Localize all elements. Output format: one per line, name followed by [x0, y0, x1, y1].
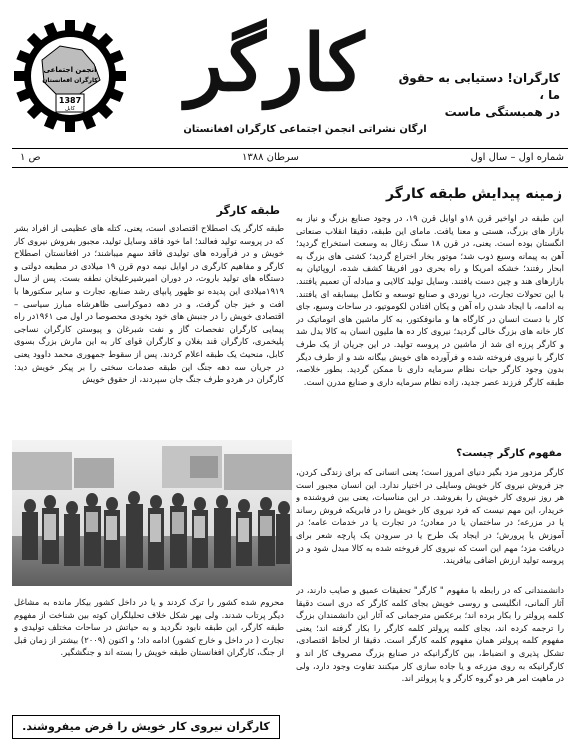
- union-gear-logo: [14, 20, 126, 132]
- logo-year: 1387: [58, 96, 82, 105]
- main-article-paragraph: این طبقه در اواخیر قرن ۱۸و اوایل قرن ۱۹، در وجود صنایع بزرگ و نیاز به بازار های بزرگ، هستی و معنا یافت. مامای این طبقه، دقیقا انقلاب صنعاتی انگستان بوده است. یعنی، در قرن ۱۸ سنگ زغال به وسعت استخراج گردید؛ آهن به پیمانه وسیع ذوب شد؛ موتور بخار اختراع گردید؛ کشتی های بزرگ به ابحار رفتند؛ خشکه امریکا و راه بحری دور افریقا کشف شده، اروپائیان به بازارهای هند و چین دست یافتند. وسایل تولید کالایی و مبادله آن تعمیم یافتند. با این تحولات تجارت، درپا نوردی و صنایع توسعه و تکامل بیسابقه ای یافتند. به ادامه، با ایجاد شدن راه آهن و یکان افتادن لکوموتیو، در ساحات وسیع، جای کار با دست انسان در کارگاه ها و مانوفکتور، به کار ماشین های اتوماتیک در کار خانه های بزرگ خالی گردید؛ نیروی کار ده ها ملیون انسان به کالا بدل شد و کارگر پرزه ای شد از ماشین در پروسه تولید. در این جریان از یک طرف کارگر با نیروی فروخته شده و فرآورده های خویش بیگانه شد و از طرف دیگر بدون وجود کارگر حیات نظام سرمایه داری نا ممکن گردید. بطور خلاصه، طبقه کارگر فرزند عصر جدید، زاده نظام سرمایه داری و صنایع مدرن است.: [296, 213, 564, 387]
- masthead-slogan: [390, 70, 560, 121]
- sub-article-title: مفهوم کارگر چیست؟: [456, 448, 562, 459]
- issue-number: شماره اول – سال اول: [470, 152, 564, 163]
- left-article-continuation-paragraph: محروم شده کشور را ترک کردند و یا در داخل کشور بیکار مانده به مشاغل دیگر پرتاب شدند. ولی بهر شکل خلاف تحلیلگران کوته بین شناخت از مفهوم طبقه کارگر، این طبقه نابود نگردید و به حیاتش در ساحات مختلف تولیدی و تجارت ( در داخل و خارج کشور) ادامه داد؛ و اکنون (۲۰۰۹) بیشتر از زمان قبل از جنگ، کارگران افغانستان طبقه خویش را بسته اند و جنگشگیر.: [14, 597, 284, 658]
- sub-article-paragraph-1: کارگر مزدور مزد بگیر دنیای امروز است؛ یعنی انسانی که برای زندگی کردن، جز فروش نیروی کار خویش وسایلی در اختیار ندارد. این انسان مجبور است هر روز نیروی کار خویش را بفروشد. در این مناسبات، یعنی بین فروشنده و خریدار، این مهم نیست که فرد نیروی کار خویش را در فابریکه فروش رساند یا در مزرعه؛ در ساختمان یا در معادن؛ در تجارت یا در خدمات عامه؛ در آموزش یا پرورش؛ در ایجاد یک طرح یا در سرودن یک پارچه شعر برای دریافت مزد؛ مهم این است که نیروی کار فروخته شده به کالا مبدل شود و در پروسه تولید ارزش اضافی بیافریند.: [296, 467, 564, 566]
- left-article-title: طبقه کارگر: [216, 204, 280, 217]
- issue-bar: [12, 148, 568, 168]
- sub-article-body-1: [296, 466, 564, 578]
- main-article-title: زمینه پیدایش طبقه کارگر: [386, 186, 562, 202]
- masthead-subtitle: ارگان نشراتی انجمن اجتماعی کارگران افغانستان: [183, 124, 427, 135]
- logo-city: کابل: [65, 106, 75, 112]
- workers-crowd-photo: [12, 440, 292, 586]
- callout-box: کارگران نیروی کار خویش را قرض میفروشند.: [12, 715, 280, 739]
- main-article-body: [296, 212, 564, 442]
- left-article-paragraph: طبقه کارگر یک اصطلاح اقتصادی است، یعنی، کتله های عظیمی از افراد بشر که در پروسه تولید فعالند؛ اما خود فاقد وسایل تولید، مجبور بفروش نیروی کار خویش و در فرآورده های تولیدی فاقد سهم میباشند؛ در افغانستان اصطلاح کارگر و مفاهیم کارگری در اوایل نیمه دوم قرن ۱۹ میلادی در مطبعه دولتی و دستگاه های تولید باروت، در دوران امیرشیرعلیخان نطفه بست. پس از سال ۱۹۱۹میلادی این پدیده نو ظهور پابپای رشد صنایع، تجارت و سایر سکتورها با افت و خیز جان گرفت، و در دهه دموکراسی ظاهرشاه مبارز سیاسی – اقتصادی خویش را در جنبش های خود بخودی محصوصا در اول می ۱۹۶۱در راه پیمایی کارگران تفحصات گاز و نفت شبرغان و پیوستن کارگران نساجی پلیخمری، کارگران قند بغلان و کارگران قوای کار به این مارش بزرگ بسوی کابل، منحیث یک طبقه اعلام کردند. پس از سقوط جمهوری محمد داوود یعنی در جریان سه دهه جنگ این طبقه صدمات سختی را بر پیکر خویش دید: کارگران در هردو طرف جنگ جان سپردند، از حقوق خویش: [14, 223, 284, 385]
- slogan-line-2: در همبستگی ماست: [444, 105, 560, 119]
- left-article-continuation: [14, 596, 284, 706]
- logo-text-1: انجمن اجتماعی: [43, 66, 97, 74]
- masthead-title: کارگر: [185, 18, 365, 109]
- page-number: ص ۱: [20, 152, 41, 163]
- issue-date: سرطان ۱۳۸۸: [242, 152, 299, 163]
- sub-article-body-2: [296, 584, 564, 740]
- logo-text-2: کارگران افغانستان: [42, 77, 98, 84]
- slogan-line-1: کارگران! دستیابی به حقوق ما ،: [398, 71, 560, 102]
- sub-article-paragraph-2: دانشمندانی که در رابطه با مفهوم " کارگر" تحقیقات عمیق و صایب دارند، در آثار آلمانی، انگلیسی و روسی خویش بجای کلمه کارگر که دری است دقیقا کلمه پرولتر را بکار برده اند؛ برعکس مترجمانی که آثار این دانشمندان بزرگ را ترجمه کرده اند، بجای کلمه پرولتر کلمه کارگر را بکار گرفته اند؛ یعنی مفهوم کلمه پرولتر همان مفهوم کلمه کارگر است. دقیقا از لحاظ اقتصادی، تشکل پذیری و انضباط، بین کارگرانیکه در صنایع بزرگ مصروف کار اند و کارگرانیکه به روی مزرعه و یا جاده سازی کار میکنند تفاوت وجود دارد، ولی در ماهیت امر هر دو گروه کارگر و یا پرولتر اند.: [296, 585, 564, 684]
- left-article-body: [14, 222, 284, 434]
